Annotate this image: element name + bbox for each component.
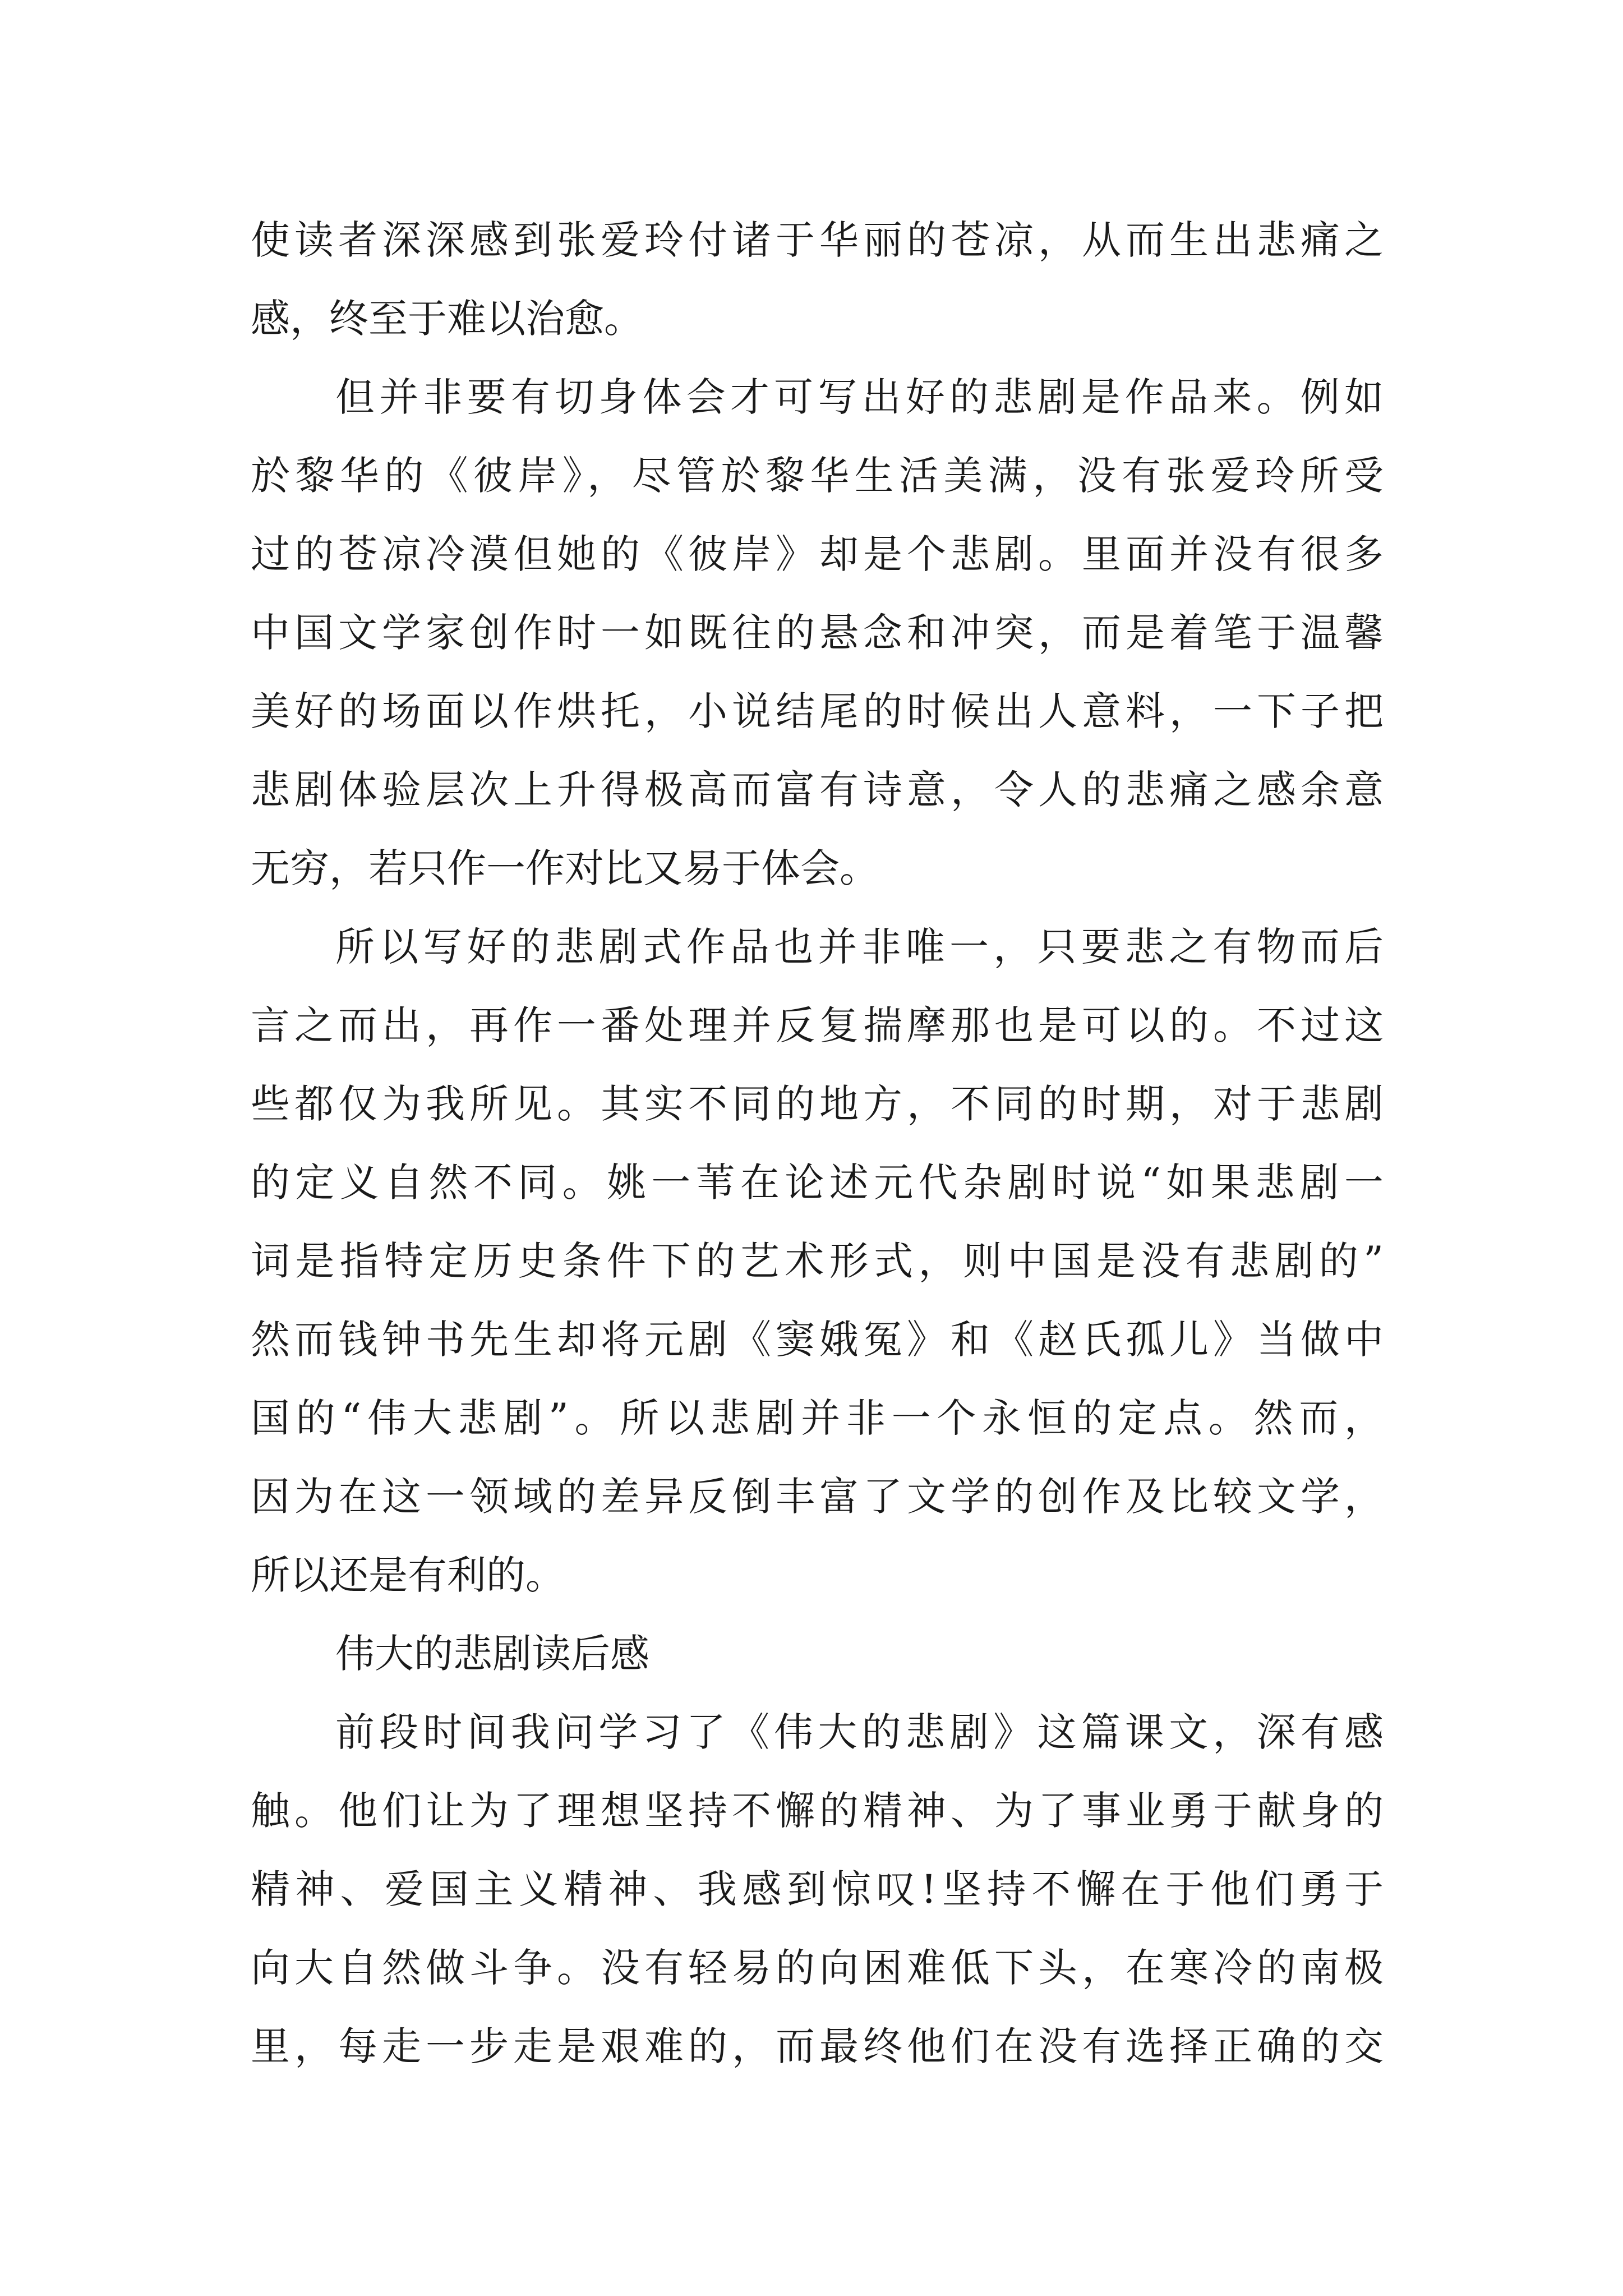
text-line: 词是指特定历史条件下的艺术形式，则中国是没有悲剧的”	[251, 1238, 1384, 1284]
text-line: 无穷，若只作一作对比又易于体会。	[251, 845, 879, 891]
paragraph-first-line: 所以写好的悲剧式作品也并非唯一，只要悲之有物而后	[335, 924, 1384, 970]
text-line: 所以还是有利的。	[251, 1552, 565, 1598]
text-line: 言之而出，再作一番处理并反复揣摩那也是可以的。不过这	[251, 1002, 1384, 1048]
text-line: 国的“伟大悲剧”。所以悲剧并非一个永恒的定点。然而，	[251, 1395, 1384, 1441]
text-line: 中国文学家创作时一如既往的悬念和冲突，而是着笔于温馨	[251, 610, 1384, 656]
text-line: 精神、爱国主义精神、我感到惊叹!坚持不懈在于他们勇于	[251, 1866, 1384, 1912]
text-line: 向大自然做斗争。没有轻易的向困难低下头，在寒冷的南极	[251, 1945, 1384, 1991]
text-line: 於黎华的《彼岸》，尽管於黎华生活美满，没有张爱玲所受	[251, 453, 1384, 499]
text-line: 美好的场面以作烘托，小说结尾的时候出人意料，一下子把	[251, 688, 1384, 734]
paragraph-first-line: 但并非要有切身体会才可写出好的悲剧是作品来。例如	[335, 374, 1384, 420]
text-line: 过的苍凉冷漠但她的《彼岸》却是个悲剧。里面并没有很多	[251, 531, 1384, 577]
text-line: 然而钱钟书先生却将元剧《窦娥冤》和《赵氏孤儿》当做中	[251, 1317, 1384, 1363]
section-heading: 伟大的悲剧读后感	[335, 1631, 649, 1677]
text-line: 里，每走一步走是艰难的，而最终他们在没有选择正确的交	[251, 2023, 1384, 2069]
text-line: 因为在这一领域的差异反倒丰富了文学的创作及比较文学，	[251, 1474, 1384, 1520]
text-line: 触。他们让为了理想坚持不懈的精神、为了事业勇于献身的	[251, 1788, 1384, 1834]
text-line: 悲剧体验层次上升得极高而富有诗意，令人的悲痛之感余意	[251, 767, 1384, 813]
text-line: 使读者深深感到张爱玲付诸于华丽的苍凉，从而生出悲痛之	[251, 217, 1384, 263]
text-line: 感，终至于难以治愈。	[251, 296, 643, 342]
paragraph-first-line: 前段时间我问学习了《伟大的悲剧》这篇课文，深有感	[335, 1709, 1384, 1755]
document-body	[251, 201, 1384, 2086]
text-line: 些都仅为我所见。其实不同的地方，不同的时期，对于悲剧	[251, 1081, 1384, 1127]
text-line: 的定义自然不同。姚一苇在论述元代杂剧时说“如果悲剧一	[251, 1159, 1384, 1205]
